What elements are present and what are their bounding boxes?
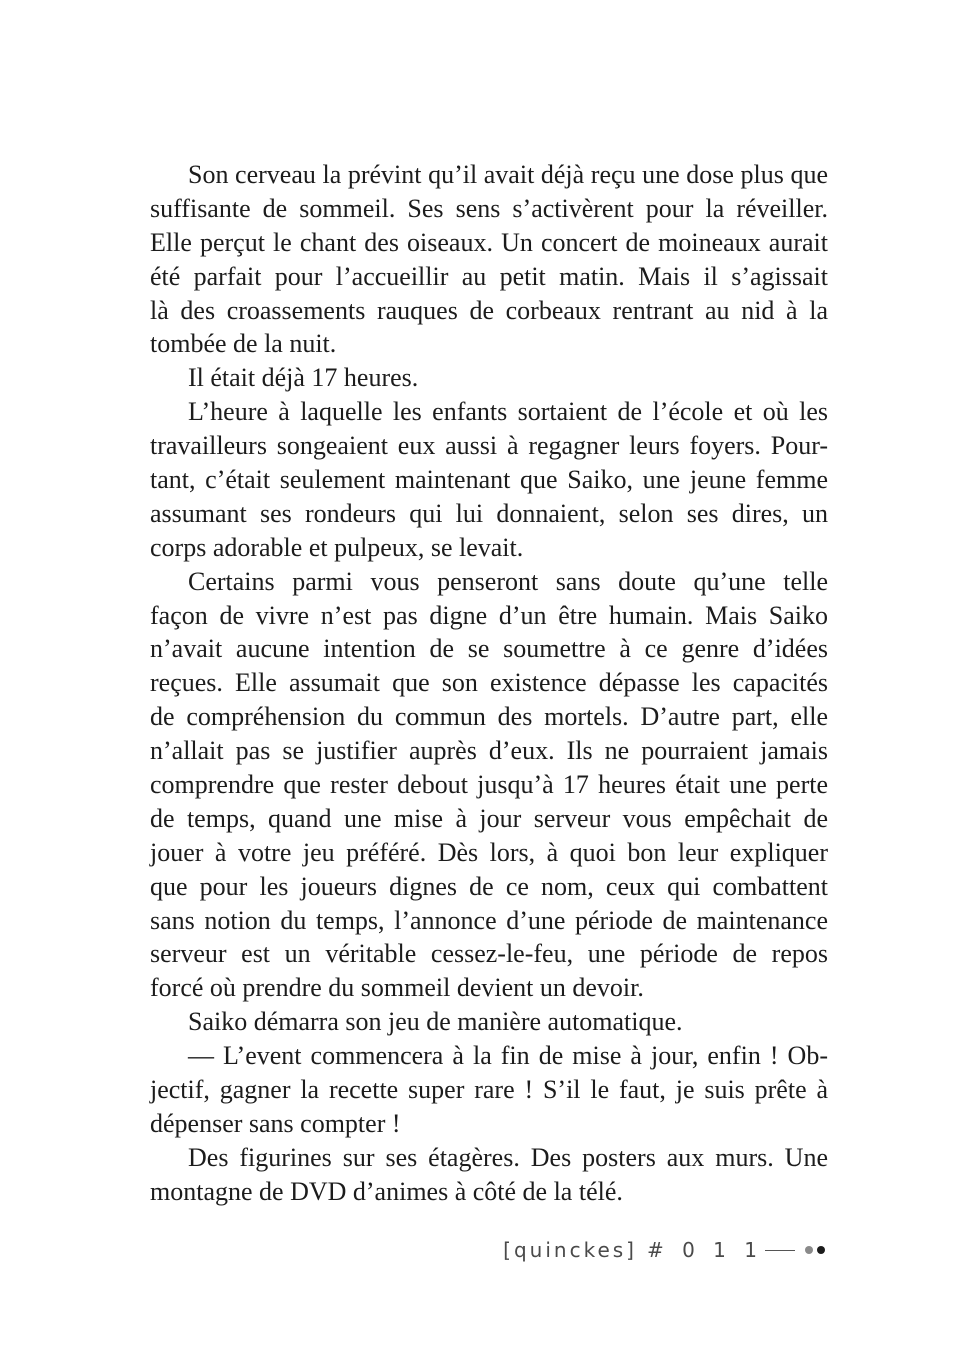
text-line: n’avait aucune intention de se soumettre à ce genre d’idées <box>150 634 828 664</box>
text-line: assumant ses rondeurs qui lui donnaient, selon ses dires, un <box>150 498 828 528</box>
text-line: — L’event commencera à la fin de mise à jour, enfin ! Ob- <box>188 1041 828 1071</box>
text-line: Saiko démarra son jeu de manière automatique. <box>188 1007 683 1037</box>
text-line: suffisante de sommeil. Ses sens s’activèrent pour la réveiller. <box>150 193 828 223</box>
footer-rule <box>765 1250 795 1251</box>
text-line: montagne de DVD d’animes à côté de la télé. <box>150 1176 623 1206</box>
text-line: là des croassements rauques de corbeaux rentrant au nid à la <box>150 295 828 325</box>
series-name: [quinckes] <box>503 1238 637 1262</box>
text-line: que pour les joueurs dignes de ce nom, ceux qui combattent <box>150 871 828 901</box>
text-line: Il était déjà 17 heures. <box>188 363 419 393</box>
text-line: Certains parmi vous penseront sans doute qu’une telle <box>188 566 828 596</box>
text-line: jectif, gagner la recette super rare ! S’il le faut, je suis prête à <box>150 1075 828 1105</box>
text-line: façon de vivre n’est pas digne d’un être humain. Mais Saiko <box>150 600 828 630</box>
text-line: Son cerveau la prévint qu’il avait déjà reçu une dose plus que <box>188 160 828 189</box>
page-number: # 0 1 1 <box>646 1238 763 1262</box>
text-line: reçues. Elle assumait que son existence dépasse les capacités <box>150 668 828 698</box>
text-line: Elle perçut le chant des oiseaux. Un concert de moineaux aurait <box>150 227 828 257</box>
body-text <box>150 158 828 1209</box>
text-line: dépenser sans compter ! <box>150 1108 401 1138</box>
text-line: de temps, quand une mise à jour serveur vous empêchait de <box>150 803 828 833</box>
text-line: comprendre que rester debout jusqu’à 17 heures était une perte <box>150 770 828 800</box>
text-line: L’heure à laquelle les enfants sortaient de l’école et où les <box>188 397 828 427</box>
text-line: sans notion du temps, l’annonce d’une période de maintenance <box>150 905 828 935</box>
text-line: travailleurs songeaient eux aussi à regagner leurs foyers. Pour- <box>150 431 828 461</box>
text-line: Des figurines sur ses étagères. Des posters aux murs. Une <box>188 1142 828 1172</box>
text-line: de compréhension du commun des mortels. D’autre part, elle <box>150 702 828 732</box>
text-line: jouer à votre jeu préféré. Dès lors, à quoi bon leur expliquer <box>150 837 828 867</box>
text-line: forcé où prendre du sommeil devient un devoir. <box>150 973 644 1003</box>
text-line: tombée de la nuit. <box>150 329 337 359</box>
text-line: été parfait pour l’accueillir au petit matin. Mais il s’agissait <box>150 261 828 291</box>
text-line: corps adorable et pulpeux, se levait. <box>150 532 524 562</box>
bullet-dot-icon <box>805 1246 813 1254</box>
text-line: serveur est un véritable cessez-le-feu, une période de repos <box>150 939 828 969</box>
page-footer <box>503 1238 825 1262</box>
text-line: n’allait pas se justifier auprès d’eux. Ils ne pourraient jamais <box>150 736 828 766</box>
bullet-dot-icon <box>817 1246 825 1254</box>
text-line: tant, c’était seulement maintenant que Saiko, une jeune femme <box>150 465 828 495</box>
